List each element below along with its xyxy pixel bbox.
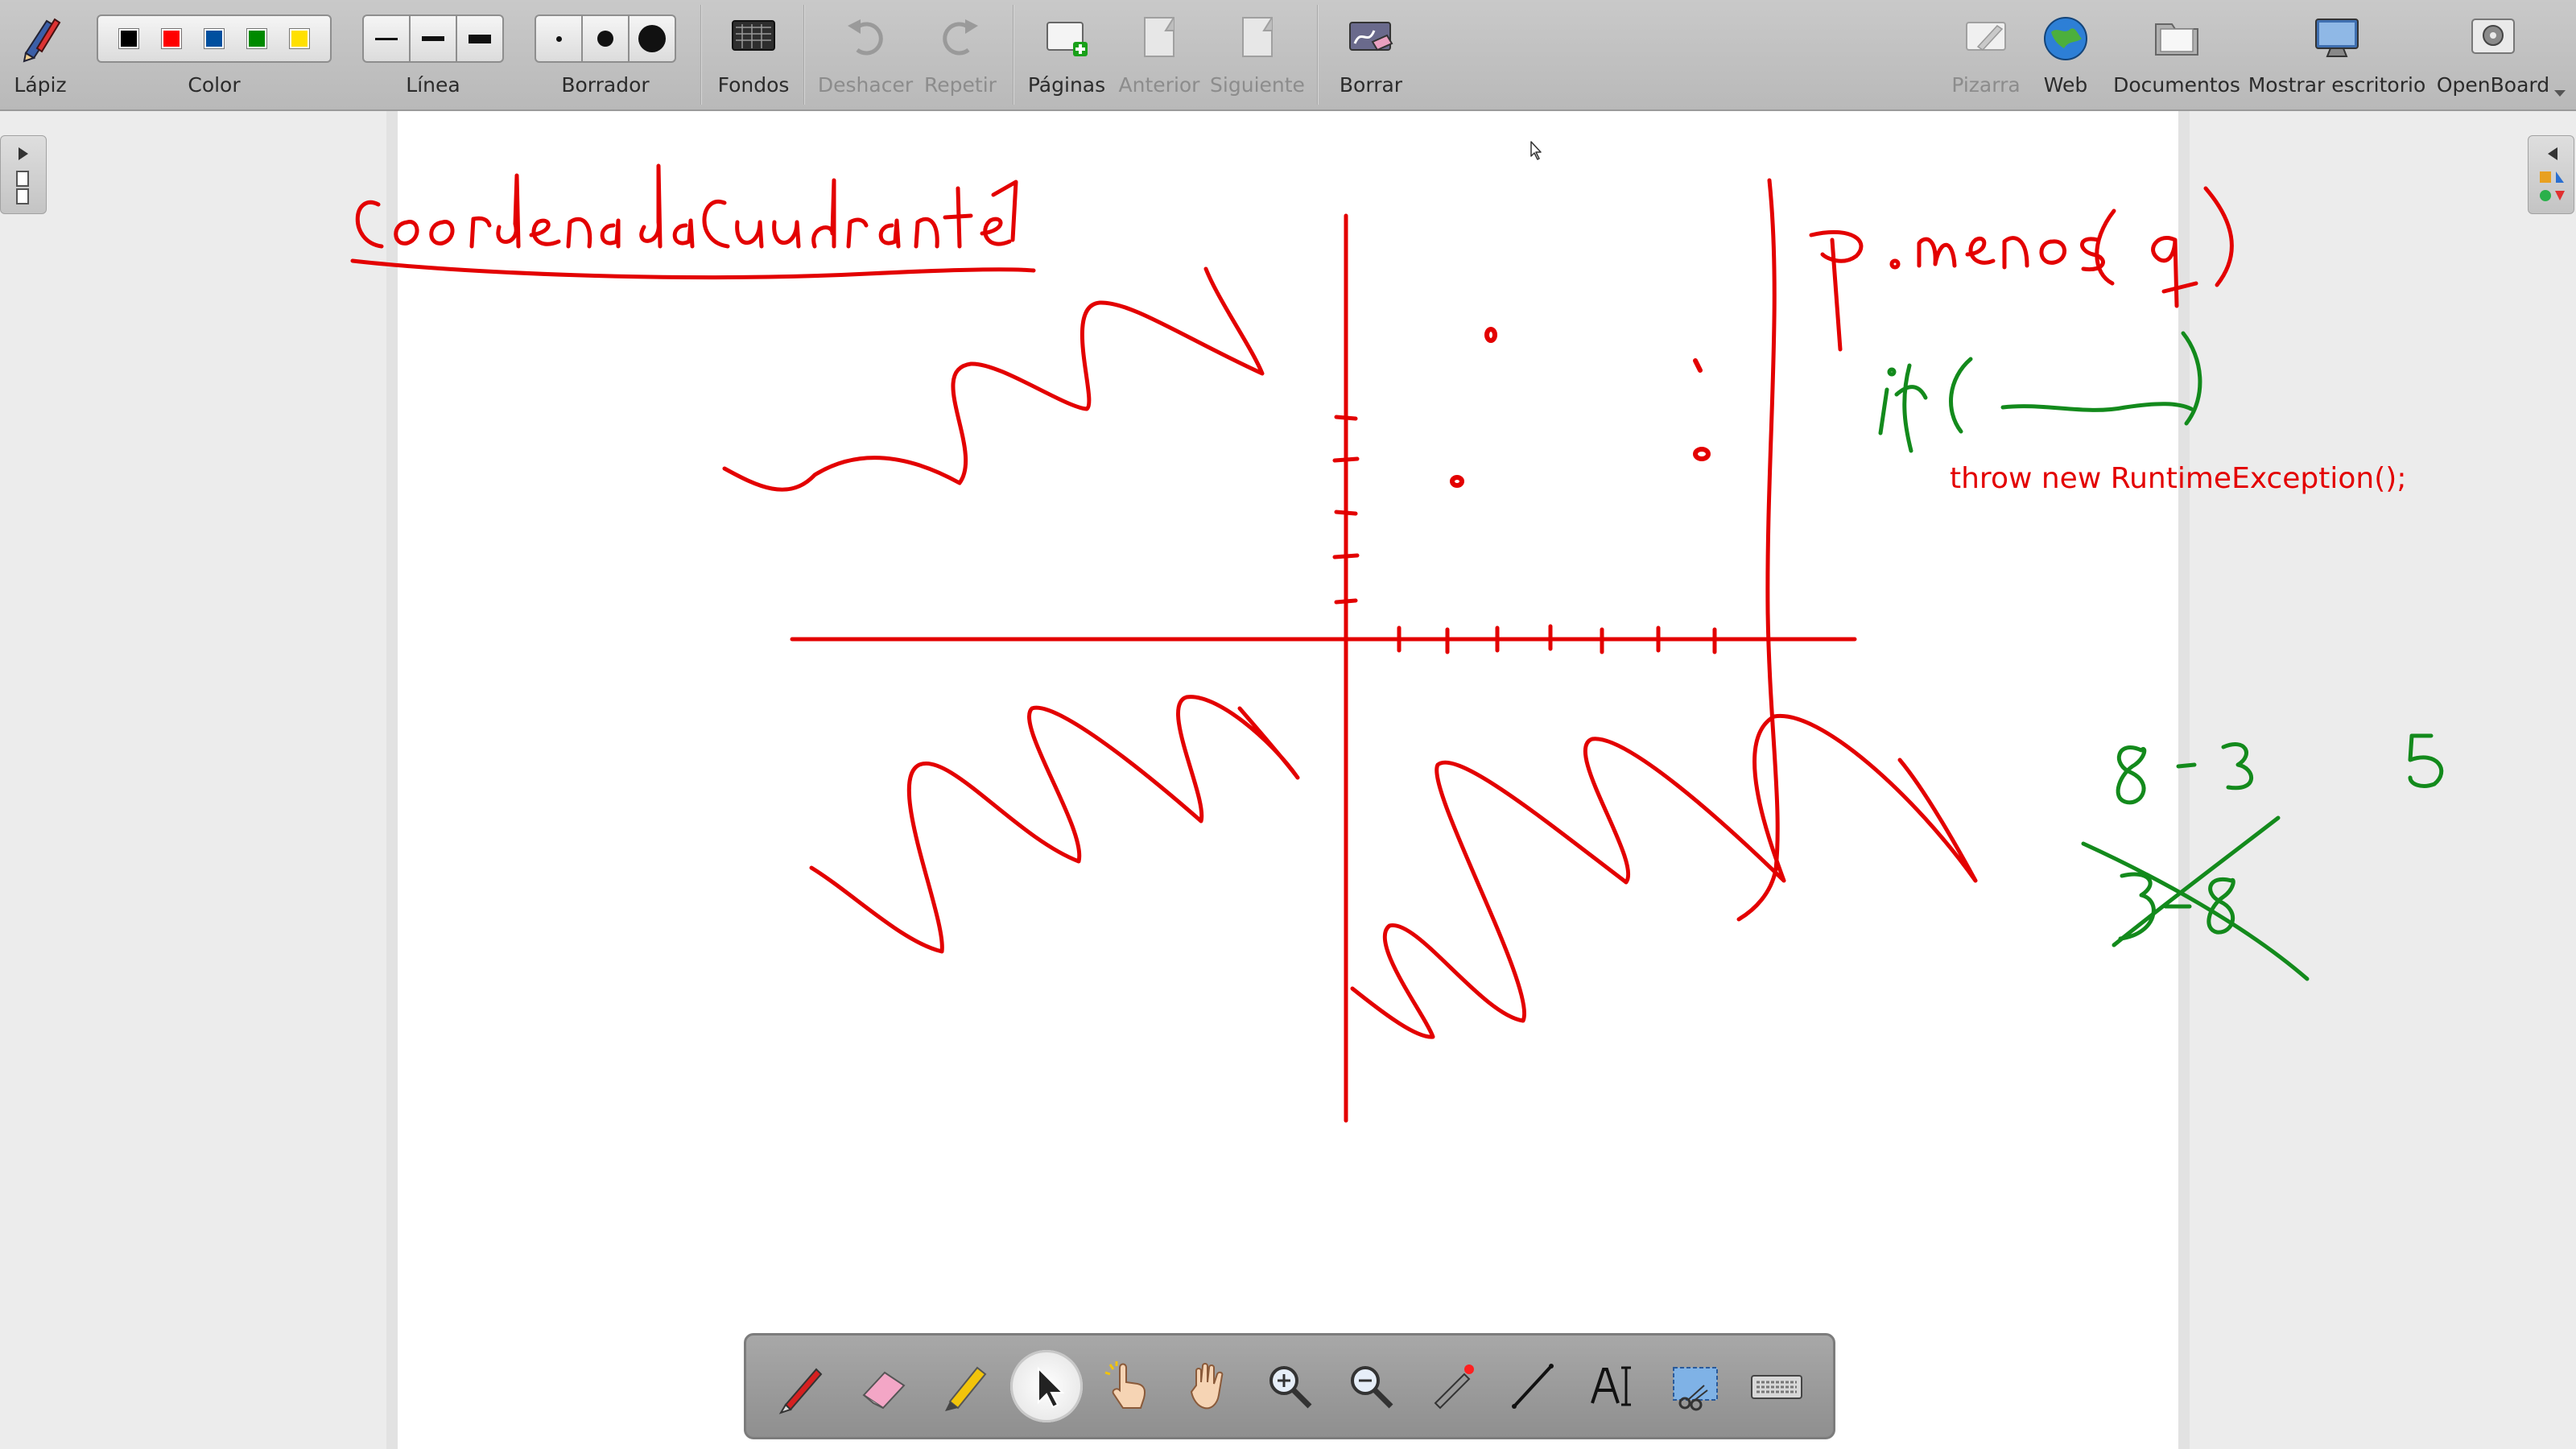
code-text-box[interactable]: throw new RuntimeException(); — [1950, 462, 2407, 495]
undo-button[interactable] — [813, 0, 918, 109]
previous-page-button[interactable] — [1113, 0, 1206, 109]
line-tool-icon — [1505, 1358, 1561, 1414]
toolbar-separator — [1317, 5, 1319, 105]
capture-tool-button[interactable] — [1659, 1350, 1732, 1422]
eraser-medium-button[interactable] — [583, 16, 630, 61]
pen-icon — [14, 11, 66, 63]
pen-tool-icon — [774, 1358, 831, 1414]
redo-button[interactable] — [913, 0, 1008, 109]
zoom-in-icon — [1261, 1358, 1318, 1414]
text-tool-button[interactable] — [1578, 1350, 1650, 1422]
backgrounds-label: Fondos — [717, 73, 790, 97]
line-medium-button[interactable] — [411, 16, 457, 61]
eraser-large-icon — [638, 25, 666, 52]
zoom-out-tool-button[interactable] — [1335, 1350, 1407, 1422]
line-tool-button[interactable] — [1496, 1350, 1569, 1422]
settings-gear-icon — [2467, 11, 2519, 63]
main-toolbar — [0, 0, 2576, 111]
clear-page-button[interactable] — [1327, 0, 1415, 109]
toolbar-separator — [803, 5, 805, 105]
color-label: Color — [188, 73, 241, 97]
eraser-small-button[interactable] — [536, 16, 583, 61]
backgrounds-button[interactable] — [708, 0, 799, 109]
right-library-panel-tab[interactable] — [2528, 135, 2574, 214]
next-page-button[interactable] — [1209, 0, 1306, 109]
line-medium-icon — [422, 36, 444, 41]
openboard-menu-label: OpenBoard — [2436, 73, 2550, 97]
color-green-swatch[interactable] — [247, 29, 266, 48]
interact-tool-button[interactable] — [1091, 1350, 1163, 1422]
line-thick-button[interactable] — [457, 16, 502, 61]
color-group — [93, 0, 335, 109]
line-thick-icon — [469, 35, 491, 43]
board-icon — [1960, 11, 2012, 63]
eraser-small-icon — [556, 36, 562, 42]
whiteboard-page[interactable] — [386, 111, 2190, 1449]
pointing-hand-icon — [1099, 1358, 1155, 1414]
undo-label: Deshacer — [817, 73, 914, 97]
board-mode-button[interactable] — [1942, 0, 2030, 109]
line-width-selector — [362, 14, 504, 63]
board-mode-label: Pizarra — [1951, 73, 2021, 97]
selector-tool-button[interactable] — [1010, 1350, 1083, 1422]
web-mode-label: Web — [2043, 73, 2088, 97]
eraser-size-group — [531, 0, 679, 109]
screen-capture-icon — [1667, 1358, 1724, 1414]
pen-button[interactable] — [0, 0, 80, 109]
eraser-label: Borrador — [561, 73, 650, 97]
color-black-swatch[interactable] — [119, 29, 138, 48]
eraser-medium-icon — [597, 31, 613, 47]
show-desktop-button[interactable] — [2248, 0, 2426, 109]
color-blue-swatch[interactable] — [204, 29, 224, 48]
pen-label: Lápiz — [14, 73, 67, 97]
chevron-down-icon[interactable] — [2552, 87, 2568, 100]
left-pages-panel-tab[interactable] — [0, 135, 47, 214]
globe-icon — [2040, 11, 2091, 63]
hand-tool-button[interactable] — [1172, 1350, 1245, 1422]
web-mode-button[interactable] — [2025, 0, 2106, 109]
color-red-swatch[interactable] — [162, 29, 181, 48]
folder-icon — [2151, 11, 2202, 63]
documents-mode-label: Documentos — [2113, 73, 2240, 97]
next-page-icon — [1232, 11, 1283, 63]
pages-button[interactable] — [1022, 0, 1111, 109]
laser-pointer-tool-button[interactable] — [1416, 1350, 1488, 1422]
zoom-in-tool-button[interactable] — [1253, 1350, 1326, 1422]
highlighter-tool-icon — [937, 1358, 993, 1414]
redo-label: Repetir — [924, 73, 997, 97]
color-yellow-swatch[interactable] — [290, 29, 309, 48]
eraser-size-selector — [535, 14, 676, 63]
next-page-label: Siguiente — [1210, 73, 1305, 97]
pages-label: Páginas — [1027, 73, 1106, 97]
redo-icon — [935, 11, 986, 63]
previous-page-icon — [1133, 11, 1185, 63]
toolbar-separator — [700, 5, 702, 105]
undo-icon — [840, 11, 891, 63]
previous-page-label: Anterior — [1118, 73, 1200, 97]
library-icon — [2529, 136, 2575, 215]
stylus-palette — [744, 1333, 1835, 1439]
clear-page-label: Borrar — [1339, 73, 1403, 97]
eraser-tool-button[interactable] — [848, 1350, 920, 1422]
openboard-menu-button[interactable] — [2433, 0, 2553, 109]
line-thin-icon — [375, 38, 398, 40]
monitor-icon — [2311, 11, 2363, 63]
eraser-tool-icon — [856, 1358, 912, 1414]
color-palette — [97, 14, 332, 63]
line-width-group — [359, 0, 507, 109]
zoom-out-icon — [1343, 1358, 1399, 1414]
show-desktop-label: Mostrar escritorio — [2248, 73, 2426, 97]
hand-pan-icon — [1180, 1358, 1236, 1414]
toolbar-separator — [1013, 5, 1014, 105]
pen-tool-button[interactable] — [766, 1350, 839, 1422]
eraser-large-button[interactable] — [630, 16, 675, 61]
add-page-icon — [1041, 11, 1092, 63]
highlighter-tool-button[interactable] — [929, 1350, 1001, 1422]
documents-mode-button[interactable] — [2109, 0, 2244, 109]
line-label: Línea — [406, 73, 460, 97]
pages-thumbnail-icon — [1, 136, 47, 215]
clear-page-icon — [1345, 11, 1397, 63]
backgrounds-icon — [728, 11, 779, 63]
keyboard-icon — [1748, 1358, 1805, 1414]
laser-pointer-icon — [1424, 1358, 1480, 1414]
text-tool-icon — [1586, 1358, 1642, 1414]
keyboard-tool-button[interactable] — [1740, 1350, 1813, 1422]
arrow-pointer-icon — [1022, 1362, 1071, 1410]
line-thin-button[interactable] — [364, 16, 411, 61]
